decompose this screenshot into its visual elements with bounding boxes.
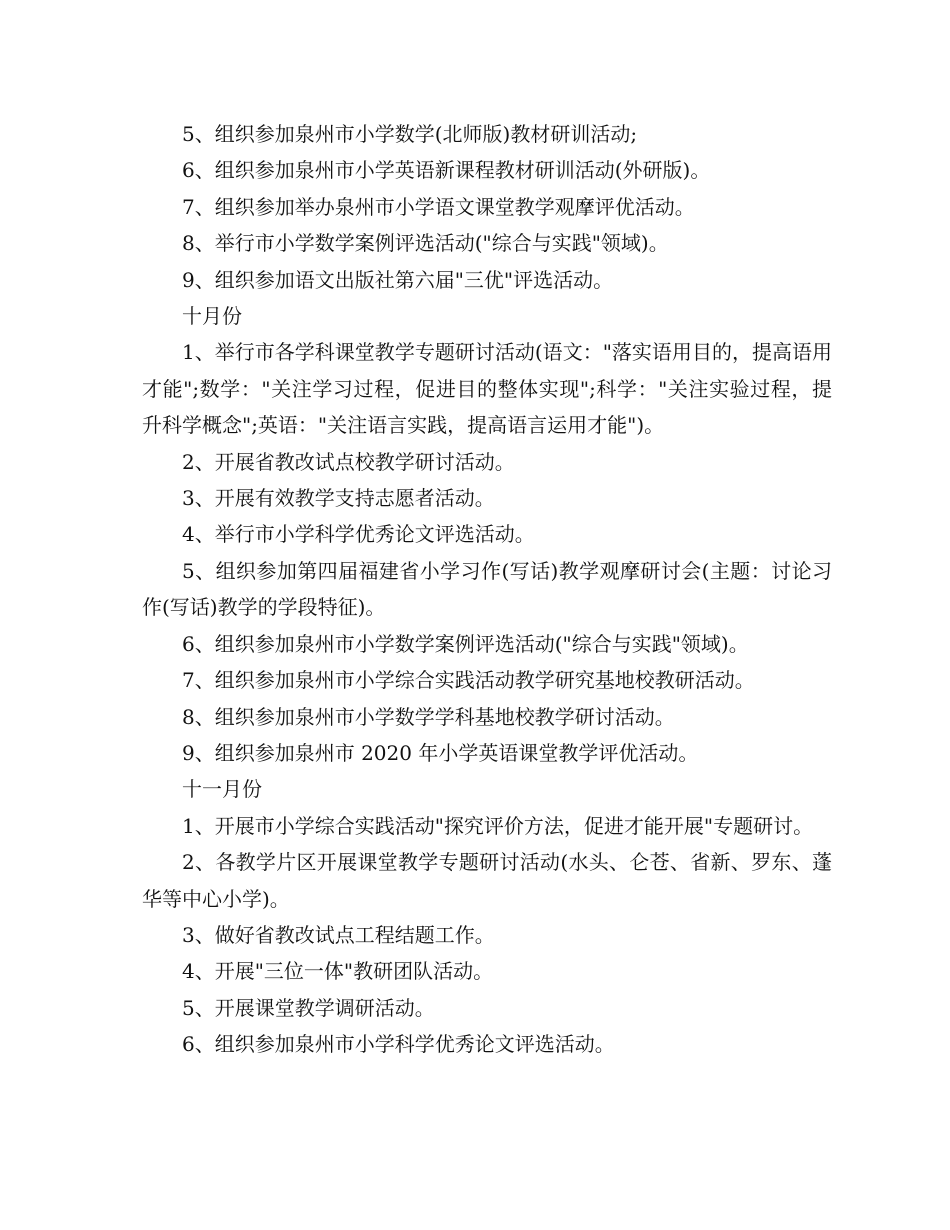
paragraph-item: 1、举行市各学科课堂教学专题研讨活动(语文："落实语用目的，提高语用才能";数学："关注学习过程，促进目的整体实现";科学："关注实验过程，提升科学概念";英语："关注语言实践，提高语言运用才能")。 bbox=[142, 340, 832, 438]
paragraph-item: 9、组织参加泉州市 2020 年小学英语课堂教学评优活动。 bbox=[182, 740, 699, 765]
paragraph-item: 2、开展省教改试点校教学研讨活动。 bbox=[182, 449, 515, 474]
paragraph-item: 8、组织参加泉州市小学数学学科基地校教学研讨活动。 bbox=[182, 704, 675, 729]
paragraph-item: 6、组织参加泉州市小学科学优秀论文评选活动。 bbox=[182, 1032, 615, 1057]
paragraph-item: 5、组织参加泉州市小学数学(北师版)教材研训活动; bbox=[182, 122, 638, 146]
paragraph-item: 4、开展"三位一体"教研团队活动。 bbox=[182, 959, 494, 984]
paragraph-item: 5、开展课堂教学调研活动。 bbox=[182, 995, 435, 1020]
document-page bbox=[142, 116, 832, 1063]
paragraph-item: 3、开展有效教学支持志愿者活动。 bbox=[182, 486, 495, 511]
paragraph-item: 3、做好省教改试点工程结题工作。 bbox=[182, 922, 495, 947]
paragraph-item: 8、举行市小学数学案例评选活动("综合与实践"领域)。 bbox=[182, 231, 669, 256]
paragraph-item: 2、各教学片区开展课堂教学专题研讨活动(水头、仑苍、省新、罗东、蓬华等中心小学)。 bbox=[142, 850, 832, 911]
paragraph-item: 7、组织参加举办泉州市小学语文课堂教学观摩评优活动。 bbox=[182, 194, 695, 219]
paragraph-item: 6、组织参加泉州市小学英语新课程教材研训活动(外研版)。 bbox=[182, 158, 711, 183]
paragraph-item: 6、组织参加泉州市小学数学案例评选活动("综合与实践"领域)。 bbox=[182, 631, 749, 656]
paragraph-item: 9、组织参加语文出版社第六届"三优"评选活动。 bbox=[182, 267, 614, 292]
section-heading-november: 十一月份 bbox=[182, 777, 262, 802]
paragraph-item: 4、举行市小学科学优秀论文评选活动。 bbox=[182, 522, 535, 547]
paragraph-item: 1、开展市小学综合实践活动"探究评价方法，促进才能开展"专题研讨。 bbox=[182, 813, 814, 838]
paragraph-item: 5、组织参加第四届福建省小学习作(写话)教学观摩研讨会(主题：讨论习作(写话)教学的学段特征)。 bbox=[142, 558, 832, 620]
paragraph-item: 7、组织参加泉州市小学综合实践活动教学研究基地校教研活动。 bbox=[182, 668, 755, 693]
section-heading-october: 十月份 bbox=[182, 304, 242, 329]
